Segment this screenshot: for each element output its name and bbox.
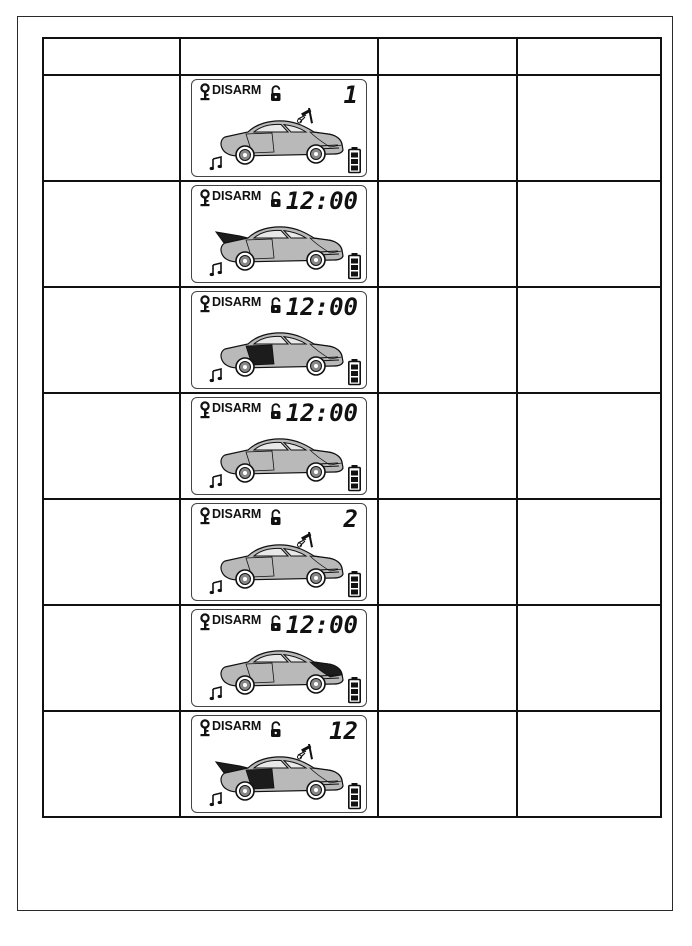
description-cell	[378, 605, 517, 711]
table-header-row	[43, 38, 661, 75]
battery-icon	[349, 677, 360, 703]
description-cell	[378, 393, 517, 499]
hammer-wrench-icon	[298, 532, 314, 548]
lcd-display-cell	[180, 605, 378, 711]
status-text: DISARM	[212, 507, 262, 521]
key-icon	[201, 84, 210, 100]
hammer-wrench-icon	[298, 108, 314, 124]
table-row	[43, 181, 661, 287]
key-icon	[201, 296, 210, 312]
car-icon	[216, 121, 343, 164]
alarm-display-table	[42, 37, 662, 818]
lcd-display-cell	[180, 75, 378, 181]
segment-readout: 12:00	[285, 399, 358, 427]
row-label-cell	[43, 711, 180, 817]
status-text: DISARM	[212, 719, 262, 733]
status-text: DISARM	[212, 613, 262, 627]
table-row	[43, 711, 661, 817]
segment-readout: 12:00	[285, 187, 358, 215]
hammer-wrench-icon	[298, 744, 314, 760]
lcd-screen	[192, 716, 366, 812]
car-icon	[216, 651, 343, 694]
lcd-display	[191, 503, 367, 601]
table-row	[43, 605, 661, 711]
note-cell	[517, 287, 661, 393]
status-text: DISARM	[212, 189, 262, 203]
key-icon	[201, 614, 210, 630]
description-cell	[378, 75, 517, 181]
unlocked-padlock-icon	[271, 616, 281, 631]
lcd-display-cell	[180, 499, 378, 605]
key-icon	[201, 720, 210, 736]
header-cell-1	[43, 38, 180, 75]
header-cell-4	[517, 38, 661, 75]
lcd-screen	[192, 504, 366, 600]
car-icon	[216, 439, 343, 482]
note-cell	[517, 605, 661, 711]
unlocked-padlock-icon	[271, 722, 281, 737]
table-row	[43, 393, 661, 499]
lcd-screen	[192, 292, 366, 388]
music-note-icon	[210, 263, 222, 276]
lcd-display	[191, 397, 367, 495]
description-cell	[378, 181, 517, 287]
segment-readout: 12:00	[285, 293, 358, 321]
music-note-icon	[210, 793, 222, 806]
status-text: DISARM	[212, 401, 262, 415]
lcd-display-cell	[180, 711, 378, 817]
music-note-icon	[210, 475, 222, 488]
key-icon	[201, 402, 210, 418]
note-cell	[517, 711, 661, 817]
status-text: DISARM	[212, 295, 262, 309]
note-cell	[517, 181, 661, 287]
key-icon	[201, 508, 210, 524]
lcd-display	[191, 609, 367, 707]
battery-icon	[349, 253, 360, 279]
row-label-cell	[43, 499, 180, 605]
battery-icon	[349, 359, 360, 385]
lcd-display	[191, 79, 367, 177]
battery-icon	[349, 783, 360, 809]
segment-readout: 2	[343, 505, 358, 533]
unlocked-padlock-icon	[271, 86, 281, 101]
unlocked-padlock-icon	[271, 404, 281, 419]
row-label-cell	[43, 181, 180, 287]
note-cell	[517, 75, 661, 181]
car-icon	[216, 227, 343, 270]
music-note-icon	[210, 369, 222, 382]
battery-icon	[349, 571, 360, 597]
row-label-cell	[43, 393, 180, 499]
description-cell	[378, 499, 517, 605]
header-cell-2	[180, 38, 378, 75]
car-icon	[216, 545, 343, 588]
lcd-display-cell	[180, 393, 378, 499]
lcd-display	[191, 291, 367, 389]
key-icon	[201, 190, 210, 206]
music-note-icon	[210, 581, 222, 594]
row-label-cell	[43, 605, 180, 711]
note-cell	[517, 393, 661, 499]
lcd-screen	[192, 610, 366, 706]
lcd-display	[191, 185, 367, 283]
unlocked-padlock-icon	[271, 192, 281, 207]
car-icon	[216, 333, 343, 376]
row-label-cell	[43, 287, 180, 393]
lcd-display	[191, 715, 367, 813]
unlocked-padlock-icon	[271, 510, 281, 525]
music-note-icon	[210, 157, 222, 170]
table-row	[43, 287, 661, 393]
lcd-display-cell	[180, 287, 378, 393]
table-row	[43, 75, 661, 181]
table-row	[43, 499, 661, 605]
status-text: DISARM	[212, 83, 262, 97]
music-note-icon	[210, 687, 222, 700]
car-icon	[216, 757, 343, 800]
lcd-screen	[192, 80, 366, 176]
header-cell-3	[378, 38, 517, 75]
description-cell	[378, 287, 517, 393]
lcd-screen	[192, 186, 366, 282]
row-label-cell	[43, 75, 180, 181]
description-cell	[378, 711, 517, 817]
segment-readout: 1	[343, 81, 358, 109]
segment-readout: 12	[329, 717, 358, 745]
battery-icon	[349, 147, 360, 173]
segment-readout: 12:00	[285, 611, 358, 639]
lcd-screen	[192, 398, 366, 494]
lcd-display-cell	[180, 181, 378, 287]
note-cell	[517, 499, 661, 605]
unlocked-padlock-icon	[271, 298, 281, 313]
battery-icon	[349, 465, 360, 491]
